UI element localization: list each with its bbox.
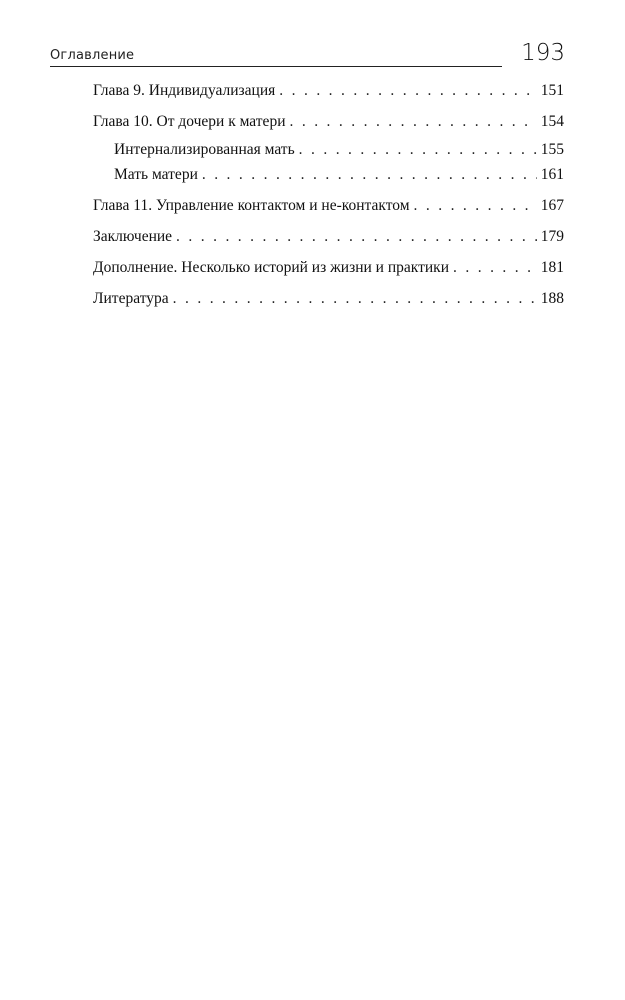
toc-entry-page: 188 bbox=[540, 290, 564, 307]
toc-entry-page: 151 bbox=[540, 82, 564, 99]
dot-leader bbox=[176, 228, 537, 246]
toc-entry-conclusion[interactable] bbox=[93, 228, 564, 256]
toc-entry-title: Заключение bbox=[93, 228, 173, 245]
toc-entry-page: 181 bbox=[540, 259, 564, 276]
dot-leader bbox=[173, 290, 537, 308]
page-number: 193 bbox=[521, 40, 565, 66]
dot-leader bbox=[279, 82, 536, 100]
toc-entry-chapter-9[interactable] bbox=[93, 82, 564, 110]
dot-leader bbox=[202, 166, 537, 184]
running-head bbox=[50, 44, 502, 67]
toc-entry-page: 155 bbox=[540, 141, 564, 158]
toc-entry-appendix[interactable] bbox=[93, 259, 564, 287]
toc-entry-title: Мать матери bbox=[114, 166, 198, 183]
toc-subentry-mothers-mother[interactable] bbox=[93, 166, 564, 191]
dot-leader bbox=[414, 197, 537, 215]
toc-entry-title: Литература bbox=[93, 290, 169, 307]
toc-entry-chapter-10[interactable] bbox=[93, 113, 564, 141]
toc-entry-page: 154 bbox=[540, 113, 564, 130]
dot-leader bbox=[453, 259, 537, 277]
toc-entry-title: Глава 10. От дочери к матери bbox=[93, 113, 286, 130]
toc-entry-title: Дополнение. Несколько историй из жизни и практики bbox=[93, 259, 450, 276]
toc-entry-page: 161 bbox=[540, 166, 564, 183]
toc-entry-title: Глава 9. Индивидуализация bbox=[93, 82, 276, 99]
toc-entry-page: 179 bbox=[540, 228, 564, 245]
dot-leader bbox=[290, 113, 537, 131]
section-title: Оглавление bbox=[50, 48, 135, 63]
toc-entry-chapter-11[interactable] bbox=[93, 197, 564, 225]
dot-leader bbox=[299, 141, 537, 159]
toc-subentry-internalized-mother[interactable] bbox=[93, 141, 564, 166]
table-of-contents bbox=[93, 82, 564, 318]
toc-entry-page: 167 bbox=[540, 197, 564, 214]
toc-entry-title: Интернализированная мать bbox=[114, 141, 295, 158]
toc-entry-bibliography[interactable] bbox=[93, 290, 564, 318]
toc-entry-title: Глава 11. Управление контактом и не-контактом bbox=[93, 197, 410, 214]
